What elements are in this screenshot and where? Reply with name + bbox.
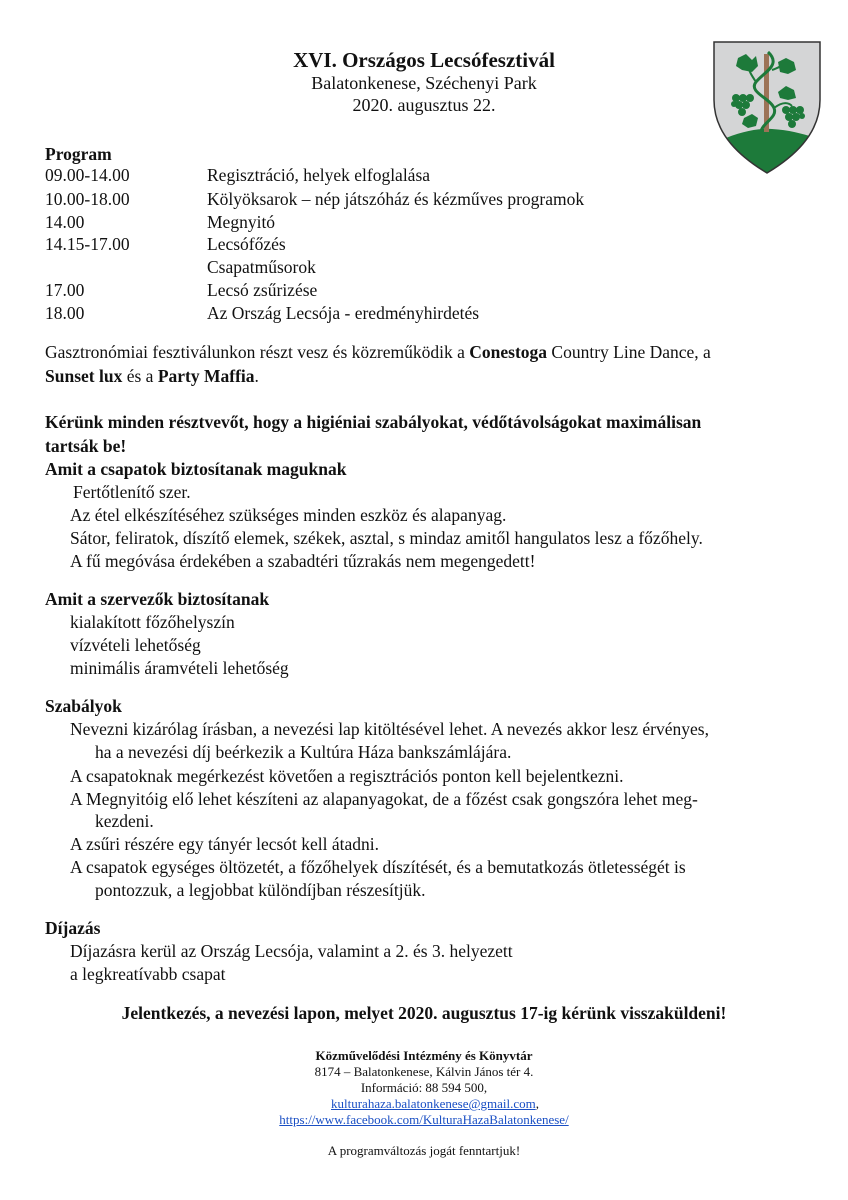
email-suffix: , [535, 1096, 539, 1111]
rule-line: ha a nevezési díj beérkezik a Kultúra Háza bankszámlájára. [95, 742, 512, 762]
hygiene-notice: Kérünk minden résztvevőt, hogy a higiéniai szabályokat, védőtávolságokat maximálisan [45, 412, 702, 432]
program-time: 10.00-18.00 [45, 189, 130, 209]
list-item: Sátor, feliratok, díszítő elemek, székek, asztal, s mindaz amitől hangulatos lesz a főzőhely. [70, 528, 703, 548]
program-time: 09.00-14.00 [45, 165, 130, 185]
rule-line: A csapatoknak megérkezést követően a regisztrációs ponton kell bejelentkezni. [70, 766, 624, 786]
event-date: 2020. augusztus 22. [352, 95, 496, 115]
performers-text: és a [122, 366, 158, 386]
performer-name: Sunset lux [45, 366, 123, 386]
email-line [0, 1096, 848, 1112]
list-item: A fű megóvása érdekében a szabadtéri tűzrakás nem megengedett! [70, 551, 536, 571]
award-line: a legkreatívabb csapat [70, 964, 226, 984]
performers-text: . [254, 366, 259, 386]
list-item: Az étel elkészítéséhez szükséges minden eszköz és alapanyag. [70, 505, 507, 525]
program-activity: Lecsó zsűrizése [207, 280, 318, 300]
program-heading: Program [45, 144, 112, 164]
rule-line: Nevezni kizárólag írásban, a nevezési lap kitöltésével lehet. A nevezés akkor lesz érvényes, [70, 719, 709, 739]
program-time: 17.00 [45, 280, 85, 300]
rule-line: A Megnyitóig elő lehet készíteni az alapanyagokat, de a főzést csak gongszóra lehet meg- [70, 789, 698, 809]
rule-line: A csapatok egységes öltözetét, a főzőhelyek díszítését, és a bemutatkozás ötletességét is [70, 857, 686, 877]
performer-name: Conestoga [469, 342, 548, 362]
change-notice: A programváltozás jogát fenntartjuk! [327, 1143, 521, 1158]
contact-phone: Információ: 88 594 500, [360, 1080, 488, 1095]
program-activity: Regisztráció, helyek elfoglalása [207, 165, 431, 185]
program-time: 18.00 [45, 303, 85, 323]
program-activity: Kölyöksarok – nép játszóház és kézműves programok [207, 189, 585, 209]
event-title: XVI. Országos Lecsófesztivál [293, 48, 555, 72]
performers-text: Country Line Dance, a [547, 342, 711, 362]
organization-address: 8174 – Balatonkenese, Kálvin János tér 4. [314, 1064, 534, 1079]
performers-line-1 [45, 340, 711, 364]
program-time: 14.15-17.00 [45, 234, 130, 254]
organizers-provide-heading: Amit a szervezők biztosítanak [45, 589, 270, 609]
registration-deadline: Jelentkezés, a nevezési lapon, melyet 2020. augusztus 17-ig kérünk visszaküldeni! [121, 1003, 727, 1023]
list-item: vízvételi lehetőség [70, 635, 201, 655]
performers-text: Gasztronómiai fesztiválunkon részt vesz és közreműködik a [45, 342, 470, 362]
program-time: 14.00 [45, 212, 85, 232]
rules-heading: Szabályok [45, 696, 122, 716]
list-item: Fertőtlenítő szer. [73, 482, 191, 502]
program-activity: Az Ország Lecsója - eredményhirdetés [207, 303, 480, 323]
list-item: minimális áramvételi lehetőség [70, 658, 289, 678]
performers-line-2 [45, 364, 259, 388]
footer [0, 1048, 848, 1128]
performer-name: Party Maffia [157, 366, 255, 386]
teams-provide-heading: Amit a csapatok biztosítanak maguknak [45, 459, 347, 479]
award-line: Díjazásra kerül az Ország Lecsója, valamint a 2. és 3. helyezett [70, 941, 513, 961]
rule-line: pontozzuk, a legjobbat különdíjban részesítjük. [95, 880, 426, 900]
rule-line: A zsűri részére egy tányér lecsót kell átadni. [70, 834, 380, 854]
event-location: Balatonkenese, Széchenyi Park [311, 73, 537, 93]
facebook-link[interactable]: https://www.facebook.com/KulturaHazaBalatonkenese/ [279, 1112, 569, 1127]
program-activity: Megnyitó [207, 212, 276, 232]
email-link[interactable]: kulturahaza.balatonkenese@gmail.com [331, 1096, 536, 1111]
organization-name: Közművelődési Intézmény és Könyvtár [315, 1048, 533, 1063]
list-item: kialakított főzőhelyszín [70, 612, 235, 632]
program-activity: Csapatműsorok [207, 257, 316, 277]
rule-line: kezdeni. [95, 811, 154, 831]
program-activity: Lecsófőzés [207, 234, 286, 254]
hygiene-notice-cont: tartsák be! [45, 436, 127, 456]
coat-of-arms-icon [712, 40, 822, 175]
awards-heading: Díjazás [45, 918, 101, 938]
facebook-line [0, 1112, 848, 1128]
